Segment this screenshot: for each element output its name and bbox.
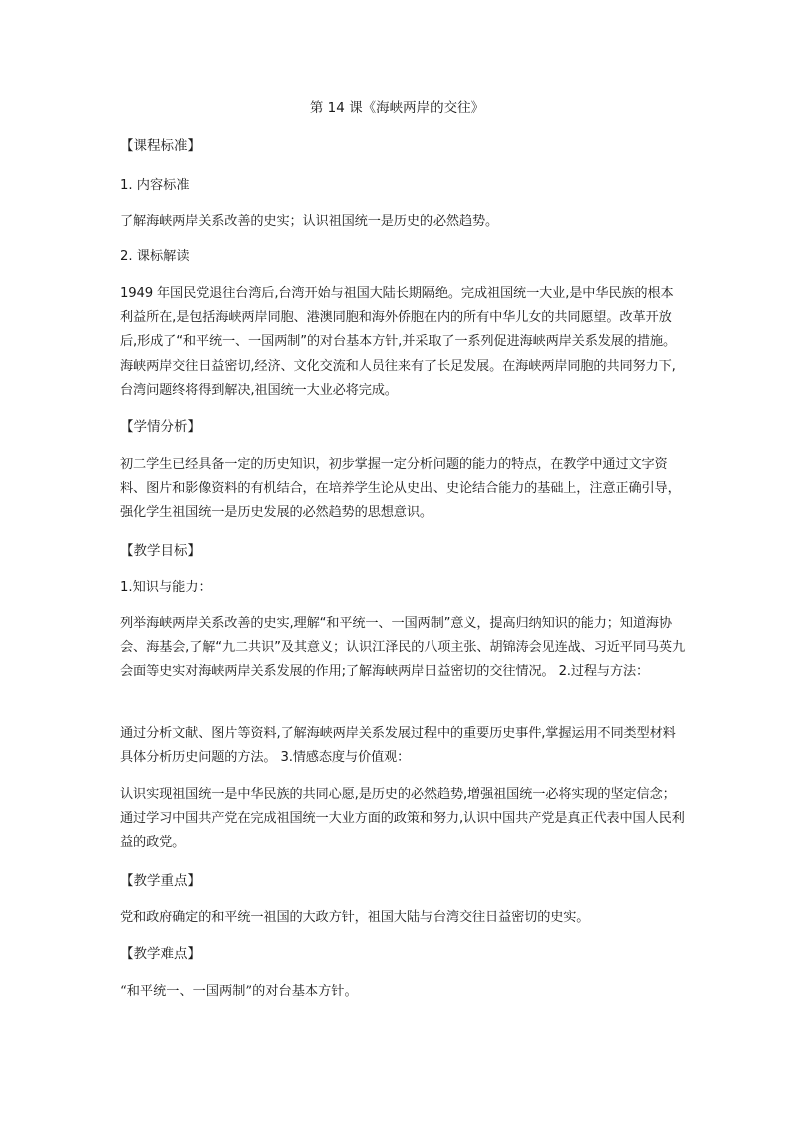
paragraph-emotion-values: 认识实现祖国统一是中华民族的共同心愿,是历史的必然趋势,增强祖国统一必将实现的坚定信念；通过学习中国共产党在完成祖国统一大业方面的政策和努力,认识中国共产党是真正代表中国人民利益的政党。 (120, 787, 685, 851)
section-header-teaching-goals: 【教学目标】 (120, 543, 201, 559)
section-header-teaching-focus: 【教学重点】 (120, 873, 201, 889)
section-header-learner-analysis: 【学情分析】 (120, 419, 201, 435)
section-header-teaching-difficulty: 【教学难点】 (120, 946, 201, 962)
subheading-content-standard: 1. 内容标准 (120, 178, 190, 193)
subheading-standard-interpretation: 2. 课标解读 (120, 249, 190, 264)
paragraph-knowledge-ability: 列举海峡两岸关系改善的史实,理解“和平统一、一国两制”意义，提高归纳知识的能力；知道海协会、海基会,了解“九二共识”及其意义；认识江泽民的八项主张、胡锦涛会见连战、习近平同马英九会面等史实对海峡两岸关系发展的作用;了解海峡两岸日益密切的交往情况。 2.过程与方法： (120, 616, 685, 680)
paragraph-process-method: 通过分析文献、图片等资料,了解海峡两岸关系发展过程中的重要历史事件,掌握运用不同类型材料具体分析历史问题的方法。 3.情感态度与价值观： (120, 726, 676, 766)
paragraph-standard-interpretation: 1949 年国民党退往台湾后,台湾开始与祖国大陆长期隔绝。完成祖国统一大业,是中华民族的根本利益所在,是包括海峡两岸同胞、港澳同胞和海外侨胞在内的所有中华儿女的共同愿望。改革开放后,形成了“和平统一、一国两制”的对台基本方针,并采取了一系列促进海峡两岸关系发展的措施。海峡两岸交往日益密切,经济、文化交流和人员往来有了长足发展。在海峡两岸同胞的共同努力下,台湾问题终将得到解决,祖国统一大业必将完成。 (120, 286, 676, 398)
section-header-course-standard: 【课程标准】 (120, 138, 201, 154)
page-title: 第 14 课《海峡两岸的交往》 (309, 100, 485, 116)
paragraph-learner-analysis: 初二学生已经具备一定的历史知识，初步掌握一定分析问题的能力的特点，在教学中通过文字资料、图片和影像资料的有机结合，在培养学生论从史出、史论结合能力的基础上，注意正确引导，强化学生祖国统一是历史发展的必然趋势的思想意识。 (120, 457, 681, 521)
paragraph-teaching-focus: 党和政府确定的和平统一祖国的大政方针，祖国大陆与台湾交往日益密切的史实。 (120, 910, 590, 925)
paragraph-content-standard: 了解海峡两岸关系改善的史实；认识祖国统一是历史的必然趋势。 (120, 214, 499, 229)
paragraph-teaching-difficulty: “和平统一、一国两制”的对台基本方针。 (120, 984, 358, 999)
subheading-knowledge-ability: 1.知识与能力： (120, 580, 212, 595)
